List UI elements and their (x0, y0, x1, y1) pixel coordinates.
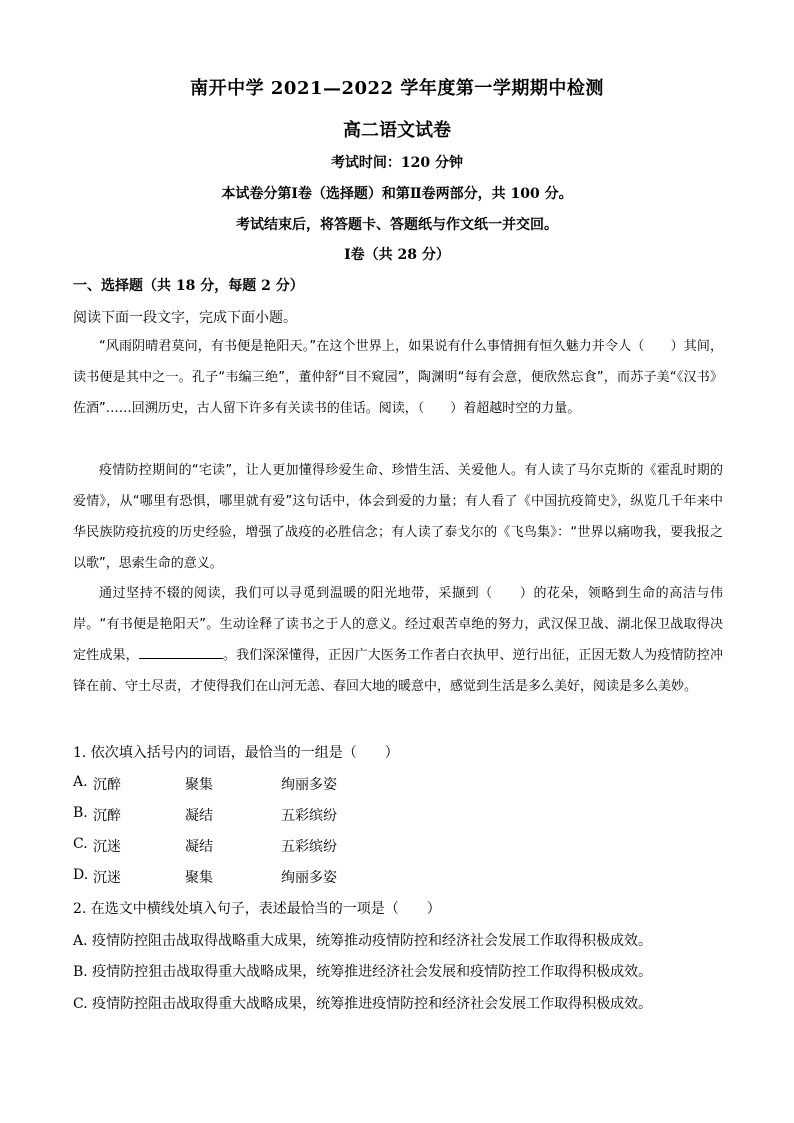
option-key: C. (73, 836, 88, 852)
passage-paragraph-2: 疫情防控期间的“宅读”，让人更加懂得珍爱生命、珍惜生活、关爱他人。有人读了马尔克斯的《霍乱时期的爱情》，从“哪里有恐惧，哪里就有爱”这句话中，体会到爱的力量；有人看了《中国抗疫简史》，纵览几千年来中华民族防疫抗疫的历史经验，增强了战疫的必胜信念；有人读了泰戈尔的《飞鸟集》：“世界以痛吻我，要我报之以歌”，思索生命的意义。 (73, 463, 723, 571)
question-2-option-c: C. 疫情防控阻击战取得重大战略成果，统筹推进疫情防控和经济社会发展工作取得积极成效。 (73, 996, 653, 1012)
question-1-stem: 1. 依次填入括号内的词语，最恰当的一组是（ ） (73, 745, 399, 761)
exam-notice: 考试结束后，将答题卡、答题纸与作文纸一并交回。 (236, 217, 558, 233)
section-heading: 一、选择题（共 18 分，每题 2 分） (73, 278, 304, 294)
option-word-3: 绚丽多姿 (281, 777, 337, 793)
option-word-3: 绚丽多姿 (281, 870, 337, 886)
option-key: B. (73, 805, 88, 821)
volume-heading: Ⅰ卷（共 28 分） (344, 247, 450, 263)
question-2-stem: 2. 在选文中横线处填入句子，表述最恰当的一项是（ ） (73, 901, 441, 917)
fill-blank-line (139, 646, 223, 659)
exam-subtitle: 高二语文试卷 (343, 120, 451, 141)
section-intro: 阅读下面一段文字，完成下面小题。 (73, 310, 297, 326)
passage-paragraph-3-part-1: 通过坚持不辍的阅读，我们可以寻觅到温暖的阳光地带，采撷到（ ）的花朵，领略到生命的高洁与伟岸。“有书便是艳阳天”。生动诠释了读书之于人的意义。经过艰苦卓绝的努力，武汉保卫战、湖北保卫战取得决定性成果， (73, 586, 723, 663)
exam-structure: 本试卷分第Ⅰ卷（选择题）和第Ⅱ卷两部分，共 100 分。 (221, 186, 573, 202)
option-word-1: 沉醉 (93, 808, 121, 824)
option-word-3: 五彩缤纷 (281, 808, 337, 824)
option-word-2: 聚集 (185, 777, 213, 793)
question-2-option-a: A. 疫情防控阻击战取得战略重大成果，统筹推动疫情防控和经济社会发展工作取得积极成效。 (73, 933, 653, 949)
option-word-1: 沉迷 (93, 870, 121, 886)
option-word-2: 聚集 (185, 870, 213, 886)
exam-title: 南开中学 2021—2022 学年度第一学期期中检测 (190, 78, 604, 99)
option-word-2: 凝结 (185, 808, 213, 824)
question-1-option-b (73, 805, 337, 824)
question-1-option-d (73, 867, 337, 886)
question-1-option-c (73, 836, 337, 855)
question-1-option-a (73, 774, 337, 793)
option-word-2: 凝结 (185, 839, 213, 855)
question-2-option-b: B. 疫情防控狙击战取得重大战略成果，统筹推进经济社会发展和疫情防控工作取得积极成效。 (73, 964, 653, 980)
option-word-1: 沉醉 (93, 777, 121, 793)
option-key: D. (73, 867, 89, 883)
exam-time: 考试时间：120 分钟 (330, 155, 464, 171)
passage-paragraph-1: “风雨阴晴君莫问，有书便是艳阳天。”在这个世界上，如果说有什么事情拥有恒久魅力并令人（ ）其间，读书便是其中之一。孔子“韦编三绝”，董仲舒“目不窥园”，陶渊明“每有会意，便欣然忘食”，而苏子美“《汉书》佐酒”……回溯历史，古人留下许多有关读书的佳话。阅读，（ ）着超越时空的力量。 (73, 339, 723, 416)
passage-paragraph-3 (73, 578, 723, 702)
passage-paragraph-3-part-2: 。我们深深懂得，正因广大医务工作者白衣执甲、逆行出征，正因无数人为疫情防控冲锋在前、守土尽责，才使得我们在山河无恙、春回大地的暖意中，感觉到生活是多么美好，阅读是多么美妙。 (73, 648, 723, 694)
option-word-1: 沉迷 (93, 839, 121, 855)
option-word-3: 五彩缤纷 (281, 839, 337, 855)
option-key: A. (73, 774, 88, 790)
